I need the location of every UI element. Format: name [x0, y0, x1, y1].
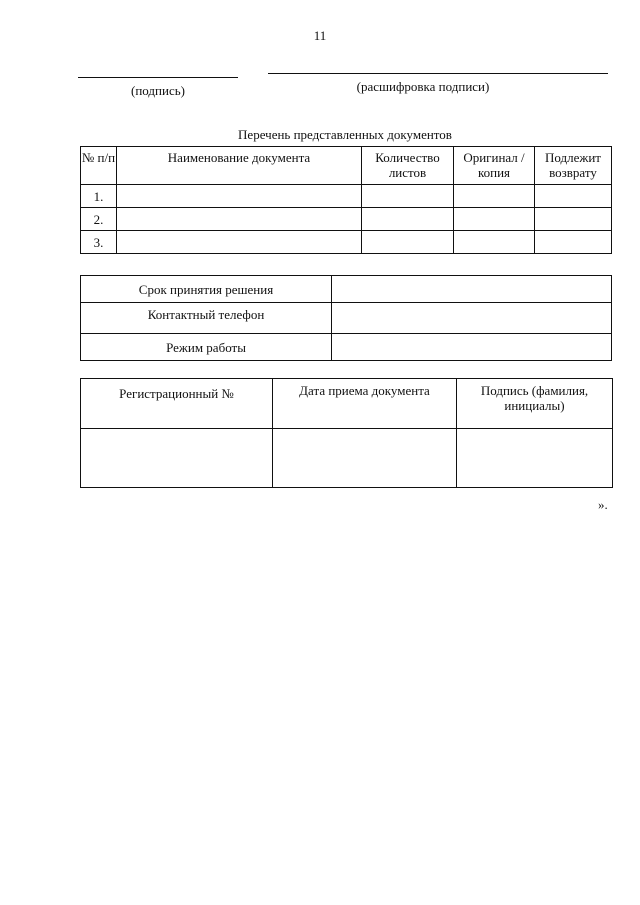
row-number: 1.: [81, 185, 117, 208]
registration-number-cell[interactable]: [81, 429, 273, 488]
header-to-return: Подлежит возврату: [535, 147, 612, 185]
original-copy-cell[interactable]: [454, 185, 535, 208]
info-table: [80, 275, 612, 361]
documents-list-title: Перечень представленных документов: [238, 127, 452, 142]
table-row: [81, 208, 612, 231]
registration-table-header: [81, 379, 613, 429]
contact-phone-value[interactable]: [332, 303, 612, 334]
original-copy-cell[interactable]: [454, 231, 535, 254]
decision-term-label: Срок принятия решения: [81, 276, 332, 303]
working-hours-label: Режим работы: [81, 334, 332, 361]
signature-caption: (подпись): [131, 83, 185, 98]
row-number: 3.: [81, 231, 117, 254]
info-row-decision-term: [81, 276, 612, 303]
header-number: № п/п: [81, 147, 117, 185]
documents-table-header: [81, 147, 612, 185]
signature-cell[interactable]: [457, 429, 613, 488]
original-copy-cell[interactable]: [454, 208, 535, 231]
to-return-cell[interactable]: [535, 208, 612, 231]
table-row: [81, 185, 612, 208]
header-document-name: Наименование документа: [117, 147, 362, 185]
document-name-cell[interactable]: [117, 231, 362, 254]
signature-decoding-caption: (расшифровка подписи): [356, 79, 490, 94]
working-hours-value[interactable]: [332, 334, 612, 361]
info-row-working-hours: [81, 334, 612, 361]
table-row: [81, 231, 612, 254]
header-original-copy: Оригинал /копия: [454, 147, 535, 185]
closing-quote-mark: ».: [598, 497, 608, 512]
table-row: [81, 429, 613, 488]
contact-phone-label: Контактный телефон: [81, 303, 332, 334]
registration-table: [80, 378, 613, 488]
decision-term-value[interactable]: [332, 276, 612, 303]
row-number: 2.: [81, 208, 117, 231]
sheet-count-cell[interactable]: [362, 208, 454, 231]
to-return-cell[interactable]: [535, 231, 612, 254]
header-signature: Подпись (фамилия, инициалы): [457, 379, 613, 429]
info-row-contact-phone: [81, 303, 612, 334]
documents-table: [80, 146, 612, 254]
sheet-count-cell[interactable]: [362, 231, 454, 254]
page-number: 11: [313, 28, 327, 43]
header-receipt-date: Дата приема документа: [273, 379, 457, 429]
receipt-date-cell[interactable]: [273, 429, 457, 488]
header-registration-number: Регистрационный №: [81, 379, 273, 429]
header-sheet-count: Количество листов: [362, 147, 454, 185]
to-return-cell[interactable]: [535, 185, 612, 208]
sheet-count-cell[interactable]: [362, 185, 454, 208]
signature-line: [78, 77, 238, 78]
signature-decoding-line: [268, 73, 608, 74]
document-name-cell[interactable]: [117, 185, 362, 208]
document-name-cell[interactable]: [117, 208, 362, 231]
